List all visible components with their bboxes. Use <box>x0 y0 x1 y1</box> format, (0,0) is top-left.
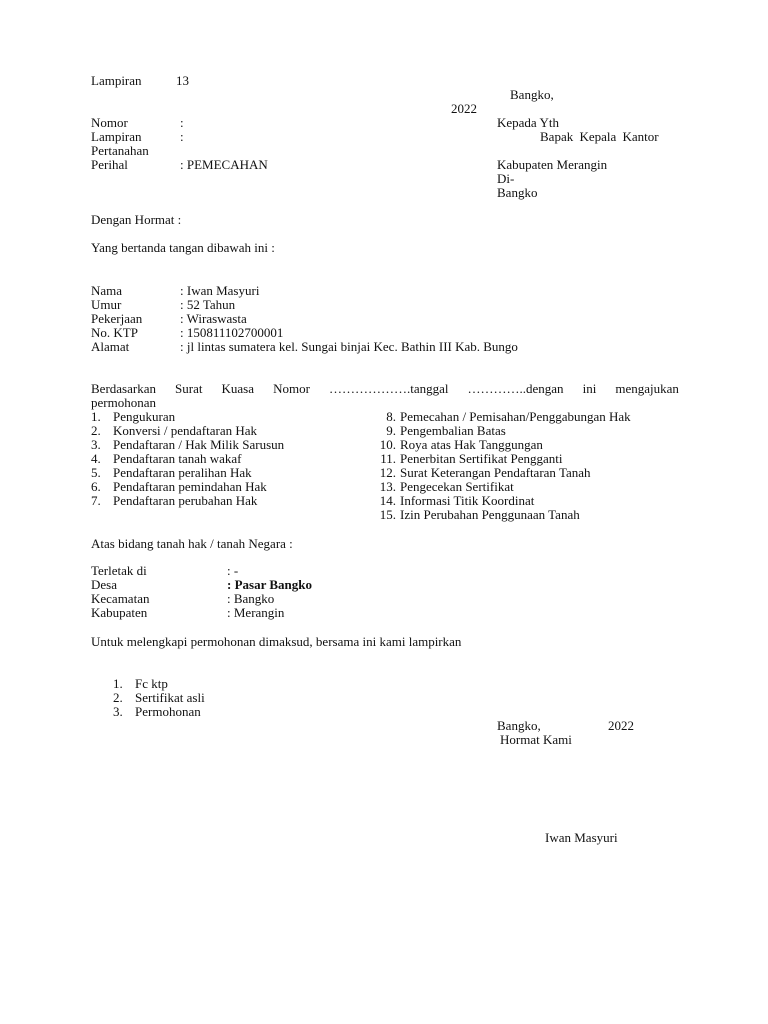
request-line: Berdasarkan Surat Kuasa Nomor ……………….tanggal …………..dengan ini mengajukan <box>91 381 679 396</box>
lampiran-label: Lampiran <box>91 129 142 144</box>
location-row: Kabupaten : Merangin <box>91 605 285 620</box>
applicant-block <box>91 284 518 354</box>
greeting: Dengan Hormat : <box>91 212 182 227</box>
list-item: 1. Fc ktp <box>113 676 168 691</box>
recipient-line2-cont: Pertanahan <box>91 143 149 158</box>
applicant-row-pekerjaan: Pekerjaan : Wiraswasta <box>91 311 247 326</box>
nomor-sep: : <box>180 115 184 130</box>
closing-year: 2022 <box>608 718 634 733</box>
perihal-label: Perihal <box>91 157 128 172</box>
place-date: Bangko, <box>510 87 554 102</box>
land-intro: Atas bidang tanah hak / tanah Negara : <box>91 536 293 551</box>
location-row: Kecamatan : Bangko <box>91 591 275 606</box>
list-item: 10. Roya atas Hak Tanggungan <box>379 437 543 452</box>
list-item: 2. Konversi / pendaftaran Hak <box>91 423 258 438</box>
nomor-label: Nomor <box>91 115 128 130</box>
lampiran-sep: : <box>180 129 184 144</box>
lampiran-top-value: 13 <box>176 73 189 88</box>
location-row: Terletak di : - <box>91 563 239 578</box>
applicant-row-ktp: No. KTP : 150811102700001 <box>91 325 284 340</box>
location-block <box>91 564 312 620</box>
list-item: 1. Pengukuran <box>91 409 176 424</box>
list-item: 15. Izin Perubahan Penggunaan Tanah <box>379 507 580 522</box>
recipient-line2: Bapak Kepala Kantor <box>540 129 659 144</box>
attach-intro: Untuk melengkapi permohonan dimaksud, bersama ini kami lampirkan <box>91 634 462 649</box>
lampiran-top-label: Lampiran <box>91 73 142 88</box>
attachments-list <box>113 677 205 719</box>
list-item: 6. Pendaftaran pemindahan Hak <box>91 479 267 494</box>
recipient-line4: Di- <box>497 171 515 186</box>
request-line-cont: permohonan <box>91 395 156 410</box>
list-item: 3. Pendaftaran / Hak Milik Sarusun <box>91 437 285 452</box>
recipient-line3: Kabupaten Merangin <box>497 157 608 172</box>
list-item: 11. Penerbitan Sertifikat Pengganti <box>380 451 563 466</box>
list-item: 13. Pengecekan Sertifikat <box>379 479 514 494</box>
list-item: 3. Permohonan <box>113 704 201 719</box>
applicant-row-umur: Umur : 52 Tahun <box>91 297 236 312</box>
list-item: 12. Surat Keterangan Pendaftaran Tanah <box>379 465 591 480</box>
applicant-row-nama: Nama : Iwan Masyuri <box>91 283 260 298</box>
recipient-line5: Bangko <box>497 185 538 200</box>
services-left-list <box>91 410 284 508</box>
list-item: 8. Pemecahan / Pemisahan/Penggabungan Hak <box>386 409 631 424</box>
applicant-row-alamat: Alamat : jl lintas sumatera kel. Sungai binjai Kec. Bathin III Kab. Bungo <box>91 339 518 354</box>
closing-regards: Hormat Kami <box>500 732 572 747</box>
list-item: 2. Sertifikat asli <box>113 690 205 705</box>
list-item: 4. Pendaftaran tanah wakaf <box>91 451 242 466</box>
closing-place: Bangko, <box>497 718 541 733</box>
list-item: 5. Pendaftaran peralihan Hak <box>91 465 252 480</box>
list-item: 14. Informasi Titik Koordinat <box>379 493 535 508</box>
list-item: 9. Pengembalian Batas <box>386 423 506 438</box>
recipient-line1: Kepada Yth <box>497 115 559 130</box>
location-row: Desa : Pasar Bangko <box>91 577 312 592</box>
services-right-list <box>371 410 631 522</box>
intro-text: Yang bertanda tangan dibawah ini : <box>91 240 275 255</box>
perihal-value: : PEMECAHAN <box>180 157 268 172</box>
list-item: 7. Pendaftaran perubahan Hak <box>91 493 258 508</box>
signer-name: Iwan Masyuri <box>545 830 618 845</box>
date-year: 2022 <box>451 101 477 116</box>
